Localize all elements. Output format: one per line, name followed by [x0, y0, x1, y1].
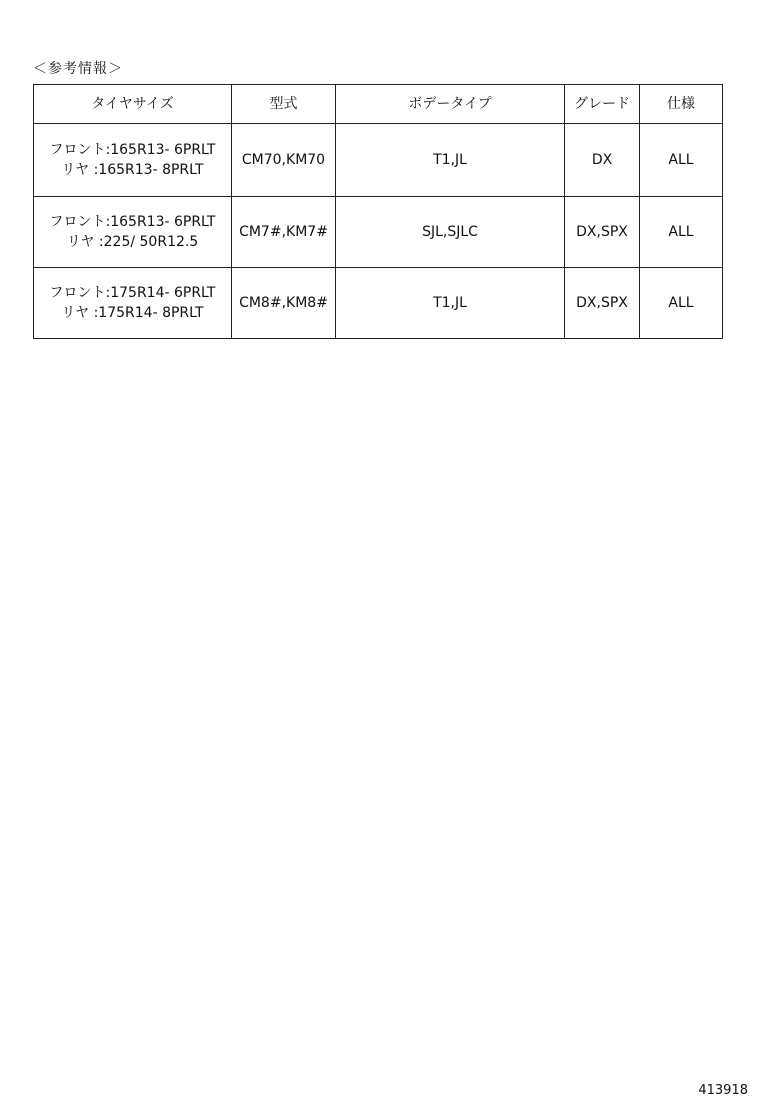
spec-cell: ALL [640, 124, 723, 197]
front-tire-size: フロント:165R13- 6PRLT [49, 214, 216, 230]
header-grade: グレード [565, 85, 640, 124]
table-row [34, 197, 723, 268]
model-cell: CM70,KM70 [232, 124, 336, 197]
header-body-type: ボデータイプ [336, 85, 565, 124]
table-row [34, 124, 723, 197]
header-model: 型式 [232, 85, 336, 124]
tire-spec-table [33, 84, 723, 339]
grade-cell: DX,SPX [565, 268, 640, 339]
reference-info-heading: ＜参考情報＞ [33, 61, 123, 77]
spec-cell: ALL [640, 197, 723, 268]
header-spec: 仕様 [640, 85, 723, 124]
model-cell: CM7#,KM7# [232, 197, 336, 268]
tire-size-cell [34, 124, 232, 197]
tire-size-cell [34, 197, 232, 268]
grade-cell: DX,SPX [565, 197, 640, 268]
rear-tire-size: リヤ :175R14- 8PRLT [61, 305, 204, 321]
grade-cell: DX [565, 124, 640, 197]
rear-tire-size: リヤ :165R13- 8PRLT [61, 162, 204, 178]
spec-cell: ALL [640, 268, 723, 339]
header-tire-size: タイヤサイズ [34, 85, 232, 124]
body-type-cell: T1,JL [336, 268, 565, 339]
front-tire-size: フロント:175R14- 6PRLT [49, 285, 216, 301]
body-type-cell: T1,JL [336, 124, 565, 197]
front-tire-size: フロント:165R13- 6PRLT [49, 142, 216, 158]
table-row [34, 268, 723, 339]
body-type-cell: SJL,SJLC [336, 197, 565, 268]
table-header-row [34, 85, 723, 124]
tire-size-cell [34, 268, 232, 339]
document-id: 413918 [698, 1083, 748, 1098]
model-cell: CM8#,KM8# [232, 268, 336, 339]
rear-tire-size: リヤ :225/ 50R12.5 [66, 234, 199, 250]
